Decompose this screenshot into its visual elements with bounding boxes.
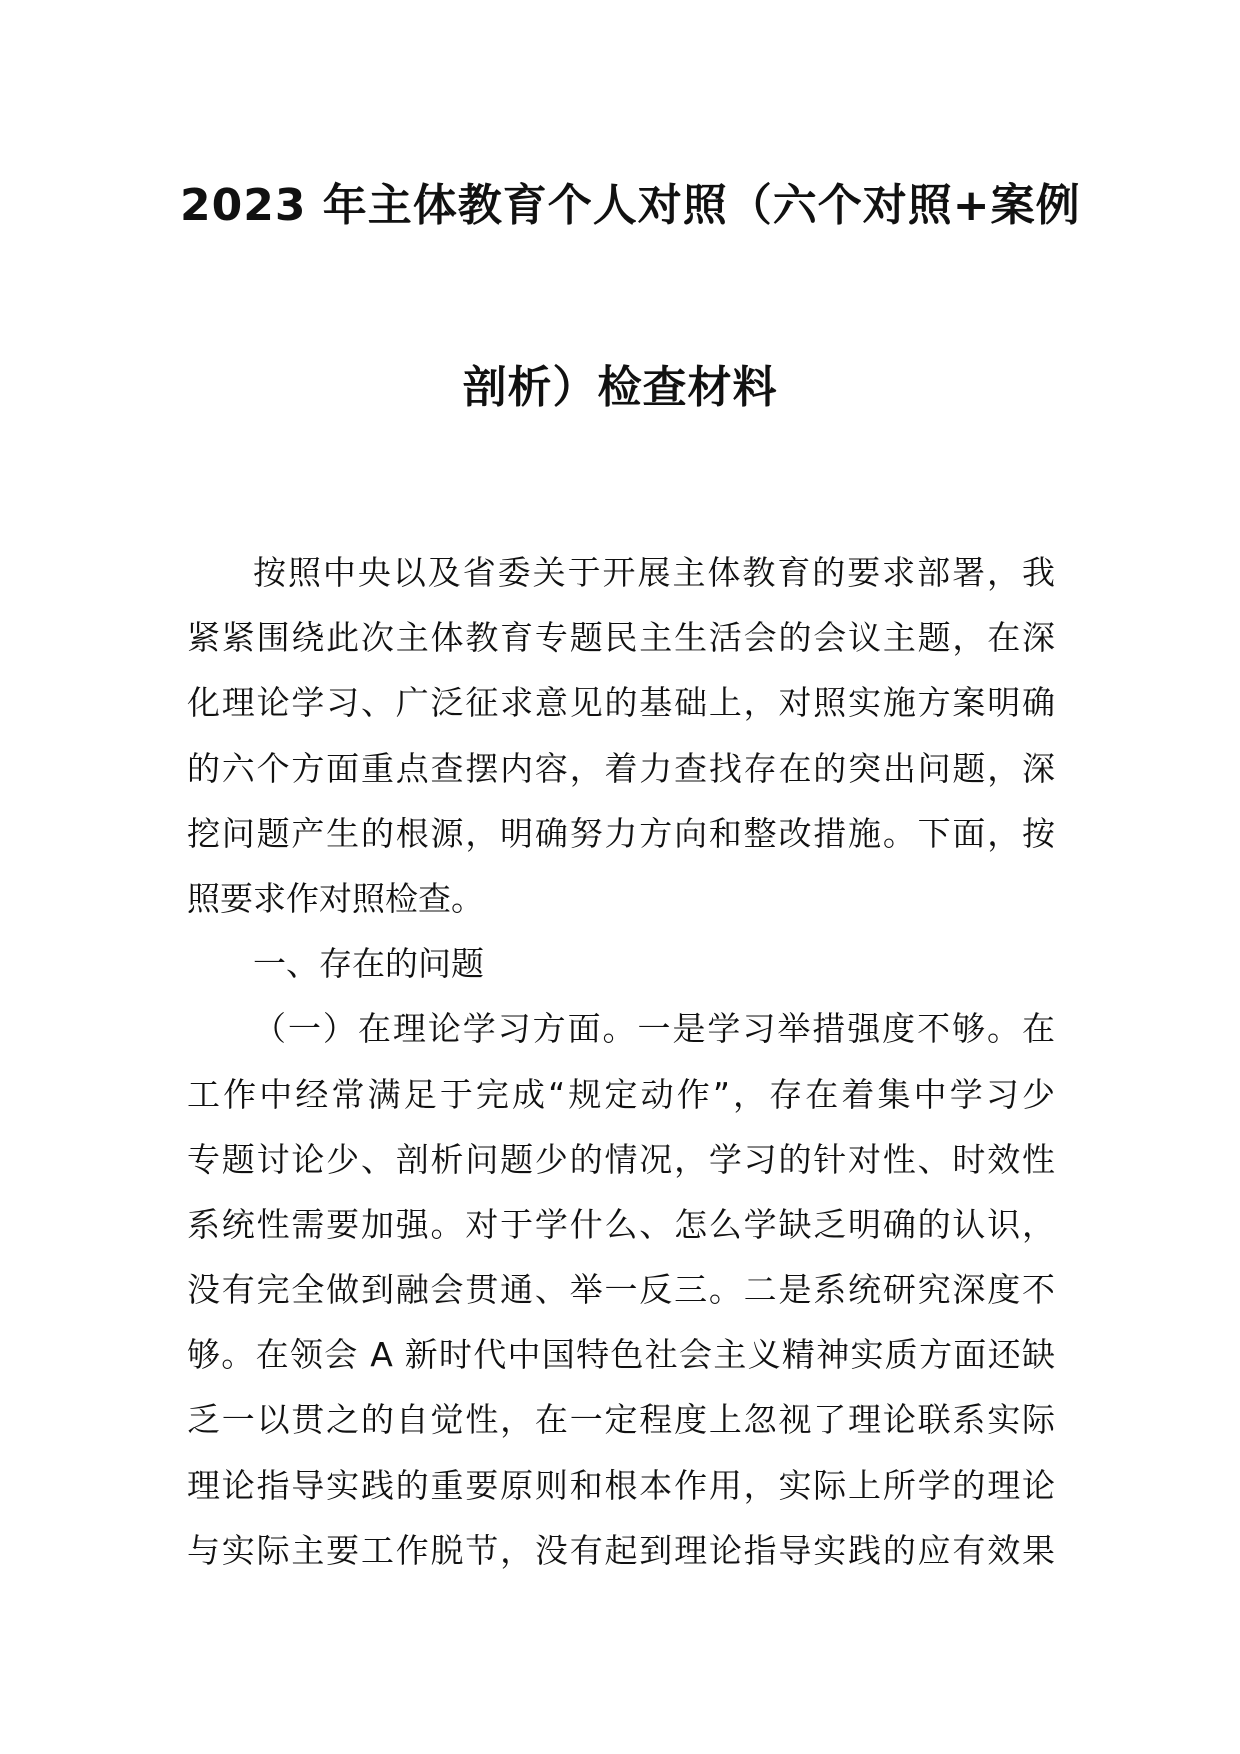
body-line: 工作中经常满足于完成“规定动作”，存在着集中学习少 <box>187 1074 1055 1114</box>
body-line: 挖问题产生的根源，明确努力方向和整改措施。下面，按 <box>187 813 1055 853</box>
body-line: 够。在领会 A 新时代中国特色社会主义精神实质方面还缺 <box>187 1335 1055 1375</box>
body-line: （一）在理论学习方面。一是学习举措强度不够。在 <box>253 1009 1055 1049</box>
body-line: 的六个方面重点查摆内容，着力查找存在的突出问题，深 <box>187 748 1055 788</box>
body-line: 按照中央以及省委关于开展主体教育的要求部署，我 <box>253 553 1055 592</box>
body-line: 系统性需要加强。对于学什么、怎么学缺乏明确的认识， <box>187 1204 1055 1244</box>
body-line: 没有完全做到融会贯通、举一反三。二是系统研究深度不 <box>187 1270 1055 1310</box>
section-heading: 一、存在的问题 <box>253 944 484 984</box>
body-line: 与实际主要工作脱节，没有起到理论指导实践的应有效果 <box>187 1530 1055 1570</box>
document-title-line-2: 剖析）检查材料 <box>462 362 778 413</box>
body-line: 理论指导实践的重要原则和根本作用，实际上所学的理论 <box>187 1465 1055 1505</box>
document-title-line-1: 2023 年主体教育个人对照（六个对照+案例 <box>180 180 1081 231</box>
body-line: 专题讨论少、剖析问题少的情况，学习的针对性、时效性 <box>187 1139 1055 1179</box>
body-line: 照要求作对照检查。 <box>187 878 484 918</box>
body-line: 紧紧围绕此次主体教育专题民主生活会的会议主题，在深 <box>187 618 1055 658</box>
document-body <box>187 540 1055 1583</box>
body-line: 化理论学习、广泛征求意见的基础上，对照实施方案明确 <box>187 683 1055 723</box>
body-line: 乏一以贯之的自觉性，在一定程度上忽视了理论联系实际 <box>187 1400 1055 1440</box>
